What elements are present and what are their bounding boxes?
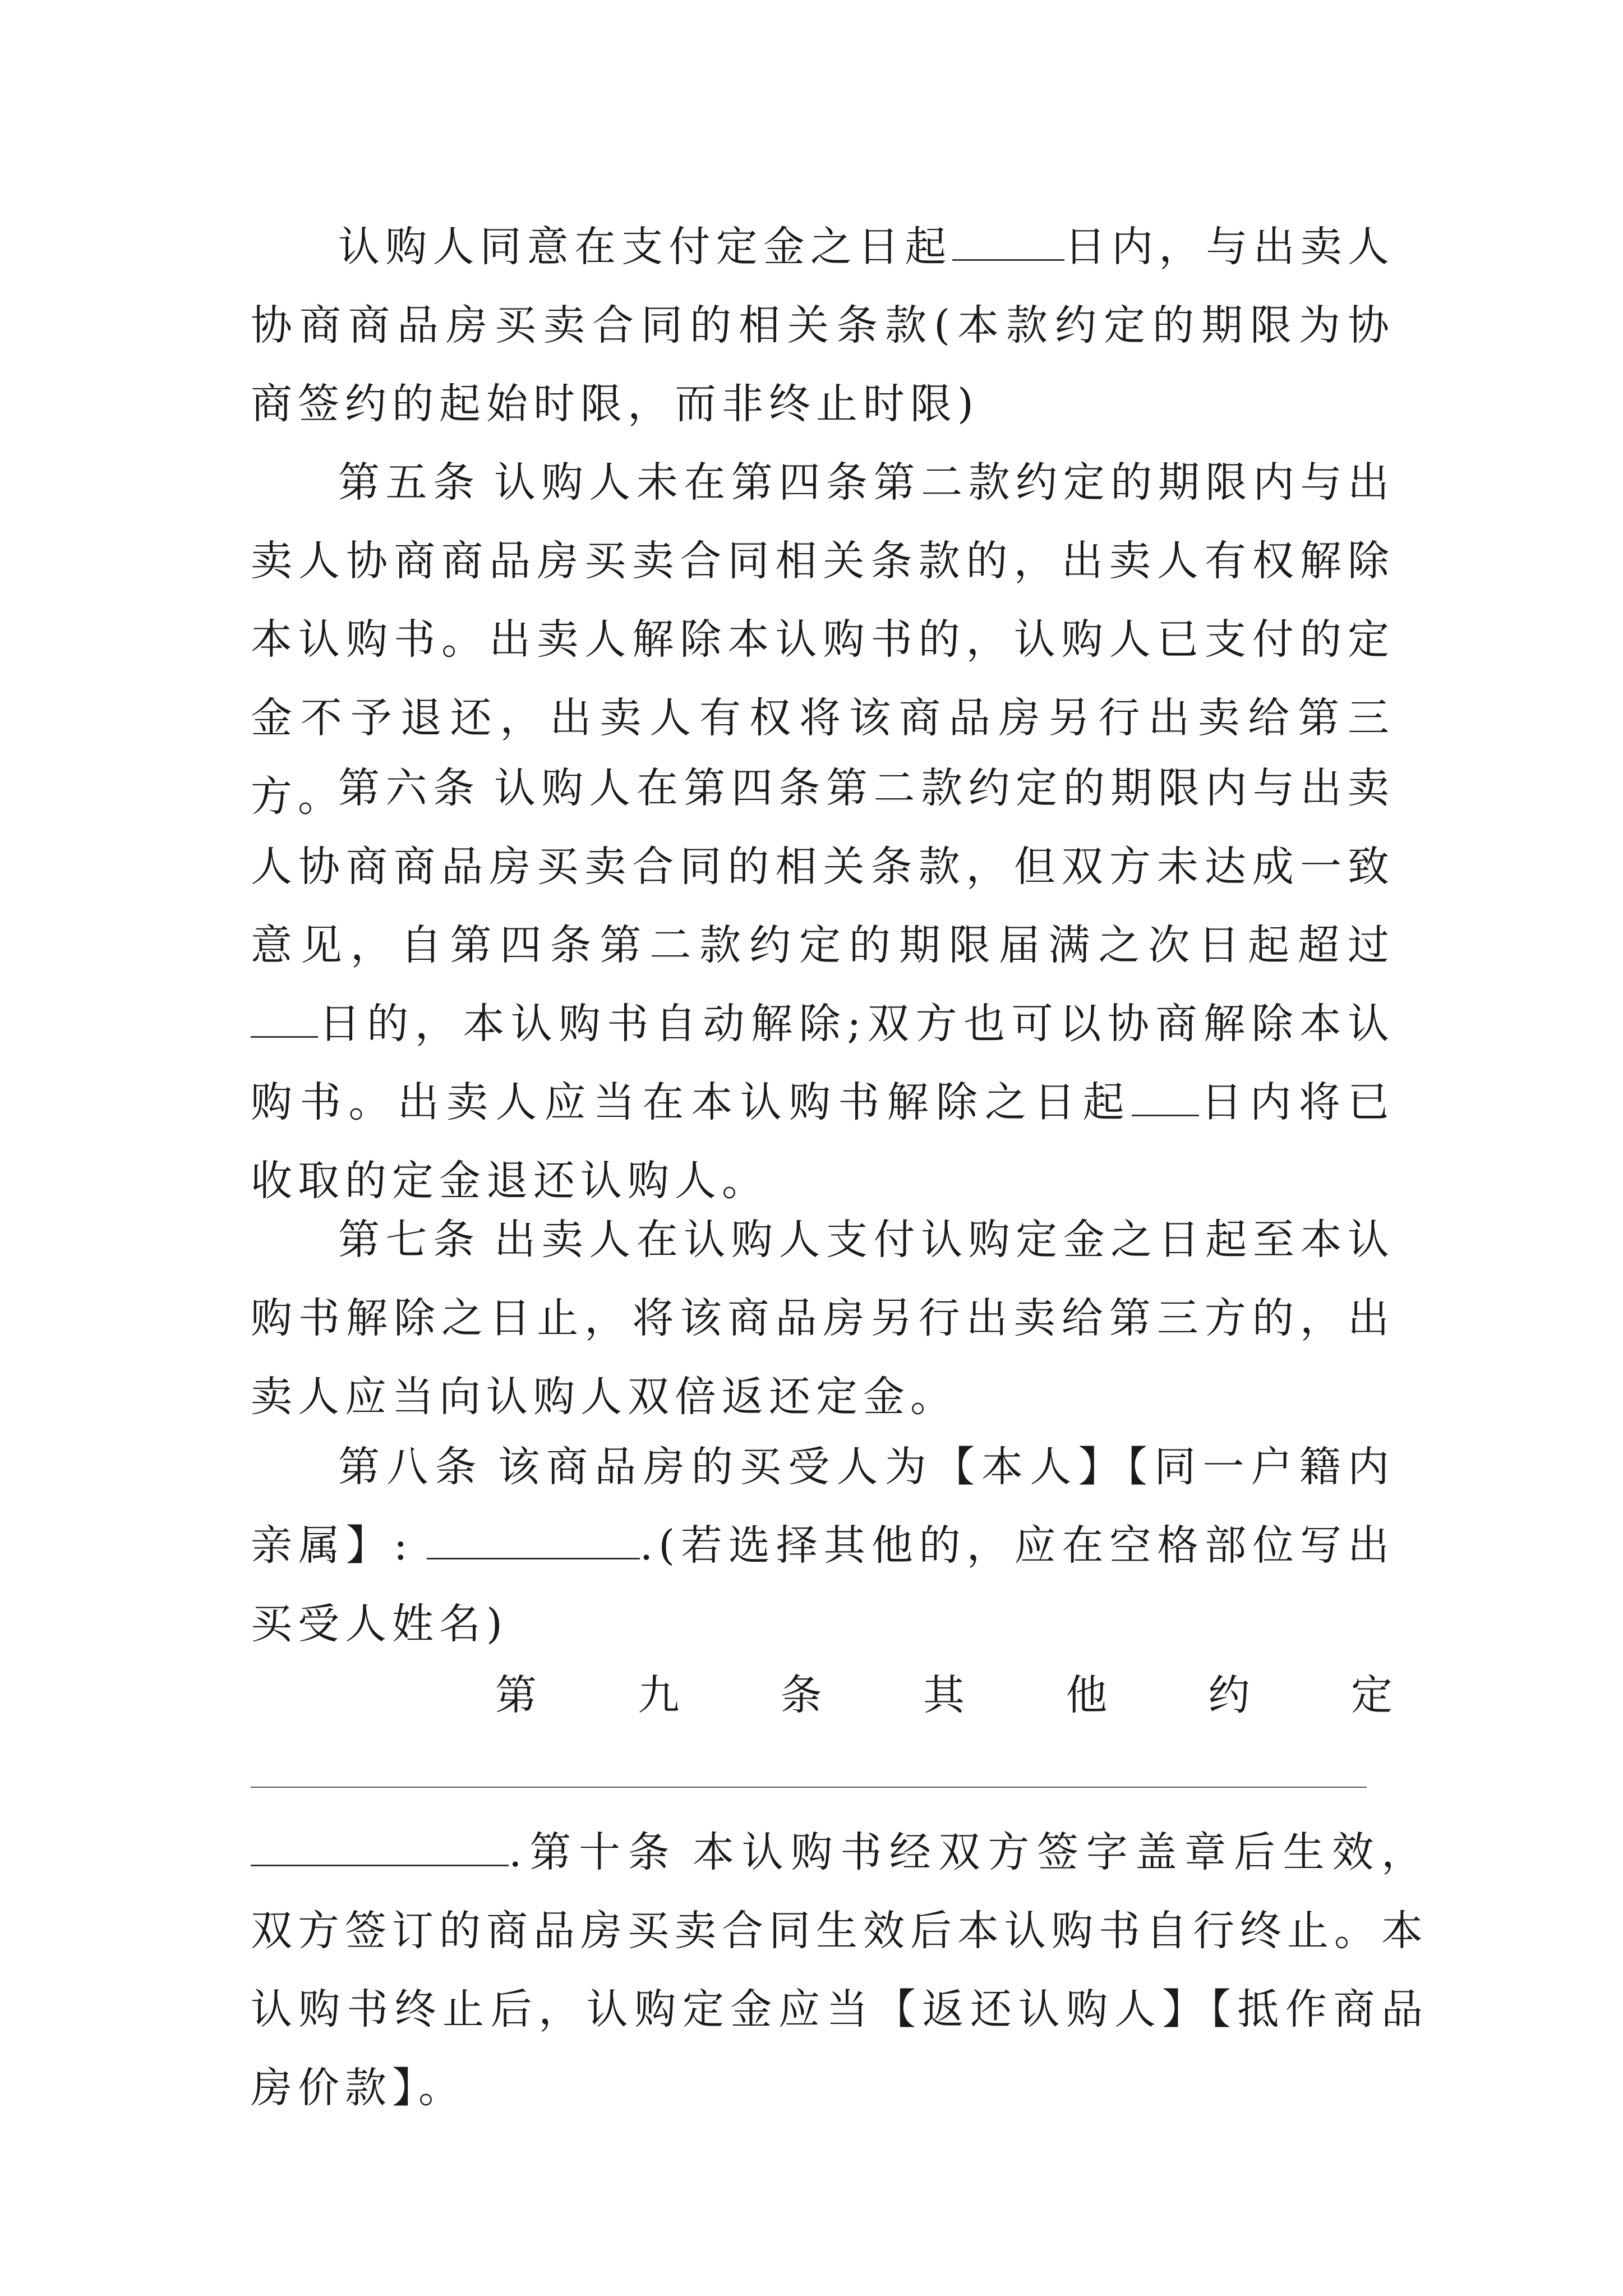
article-heading: .第十条	[509, 1828, 677, 1876]
article-heading: 第八条	[338, 1443, 483, 1491]
heading-char: 其	[923, 1671, 965, 1719]
article-body: 出卖人在认购人支付认购定金之日起至本认购书解除之日止，将该商品房另行出卖给第三方的，出卖人应当向认购人双倍返还定金。	[251, 1216, 1395, 1421]
article-6	[251, 749, 1395, 1220]
article-body: .(若选择其他的，应在空格部位写出买受人姓名)	[251, 1521, 1395, 1648]
fill-in-line-other-terms[interactable]	[251, 1787, 1367, 1788]
article-body: 本认购书经双方签字盖章后生效，双方签订的商品房买卖合同生效后本认购书自行终止。本认购书终止后，认购定金应当【返还认购人】【抵作商品房价款】。	[251, 1828, 1428, 2112]
heading-char: 约	[1208, 1671, 1250, 1719]
fill-in-blank-days-refund[interactable]	[1132, 1076, 1199, 1116]
fill-in-blank-days[interactable]	[952, 221, 1064, 261]
heading-char: 他	[1066, 1671, 1108, 1719]
article-8	[251, 1428, 1395, 1663]
article-body: 认购人在第四条第二款约定的期限内与出卖人协商商品房买卖合同的相关条款，但双方未达成一致意见，自第四条第二款约定的期限届满之次日起超过	[251, 764, 1395, 969]
article-body: 该商品房的买受人为【本人】【同一户籍内亲属】:	[251, 1443, 1395, 1570]
heading-char: 第	[495, 1671, 537, 1719]
article-heading: 第七条	[338, 1216, 481, 1264]
article-heading: 第六条	[338, 764, 481, 812]
article-7	[251, 1200, 1395, 1436]
paragraph-text: 认购人同意在支付定金之日起	[338, 223, 952, 271]
fill-in-blank-buyer-name[interactable]	[427, 1520, 640, 1559]
paragraph-text: 日内，与出卖人协商商品房买卖合同的相关条款(本款约定的期限为协商签约的起始时限，而非终止时限)	[251, 223, 1395, 428]
heading-char: 定	[1350, 1671, 1393, 1719]
article-10	[251, 1813, 1428, 2127]
fill-in-blank-days-overdue[interactable]	[251, 998, 318, 1038]
article-body: 日的，本认购书自动解除;双方也可以协商解除本认购书。出卖人应当在本认购书解除之日起	[251, 1000, 1395, 1126]
article-9-title	[495, 1656, 1393, 1734]
fill-in-blank-other-terms-end[interactable]	[251, 1826, 509, 1866]
article-heading: 第五条	[338, 458, 481, 507]
heading-char: 条	[780, 1671, 822, 1719]
article-9-heading	[251, 1656, 1395, 1734]
article-body: 日内将已收取的定金退还认购人。	[251, 1078, 1395, 1205]
article-body: 认购人未在第四条第二款约定的期限内与出卖人协商商品房买卖合同相关条款的，出卖人有权解除本认购书。出卖人解除本认购书的，认购人已支付的定金不予退还，出卖人有权将该商品房另行出卖给第三方。	[251, 458, 1395, 821]
paragraph-deposit-period	[251, 208, 1395, 443]
heading-char: 九	[638, 1671, 680, 1719]
